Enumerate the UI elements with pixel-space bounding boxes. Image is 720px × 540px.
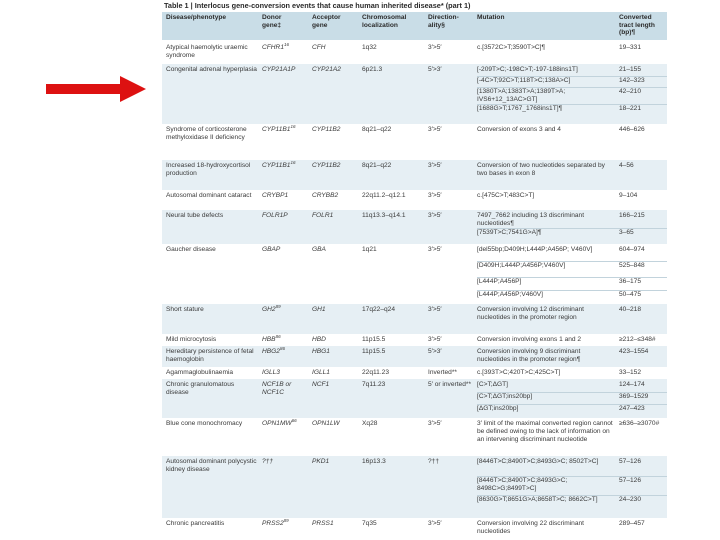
tract-length-entry: 57–126 [619, 458, 642, 465]
chromosomal-localization-cell: 17q22–q24 [362, 306, 396, 313]
mutation-entry: [1688G>T;1767_1768ins1T]¶ [477, 105, 563, 112]
directionality-cell: 3′>5′ [428, 162, 442, 169]
directionality-cell: 3′>5′ [428, 336, 442, 343]
tract-length-entry: 42–210 [619, 88, 642, 95]
chromosomal-localization-cell: 22q11.23 [362, 369, 390, 376]
mutation-entry: [7539T>C;7541G>A]¶ [477, 229, 542, 236]
mutation-entry: [D409H;L444P;A456P;V460V] [477, 262, 566, 269]
tract-length-cell [619, 381, 665, 417]
mutation-entry: [8446T>C;8490T>C;8493G>C; 8502T>C] [477, 458, 599, 465]
table-document [162, 0, 667, 540]
acceptor-gene-cell: IGLL1 [312, 369, 330, 376]
directionality-cell: 3′>5′ [428, 520, 442, 527]
donor-gene-cell: $PRSS2^{89}$ [262, 517, 289, 527]
tract-length-entry: 369–1529 [619, 393, 649, 400]
donor-gene-cell: HBB$^{86}$ [262, 333, 281, 343]
donor-gene-cell: CRYBP1 [262, 192, 289, 199]
table-row [162, 210, 667, 244]
directionality-cell: 5′>3′ [428, 348, 442, 355]
tract-length-cell [619, 336, 665, 345]
reference-superscript: 16 [290, 123, 296, 129]
tract-length-cell [619, 246, 665, 304]
tract-length-cell [619, 212, 665, 239]
mutation-entry: Conversion involving 9 discriminant nucleotides in the promoter region¶ [477, 348, 581, 363]
table-row [162, 64, 667, 124]
tract-length-entry: 24–230 [619, 496, 642, 503]
mutation-entry: Conversion of two nucleotides separated by two bases in exon 8 [477, 162, 605, 177]
tract-length-entry: 247–423 [619, 405, 645, 412]
mutation-entry: [-4C>T;92C>T;118T>C;138A>C] [477, 77, 571, 84]
tract-length-cell [619, 192, 665, 201]
reference-superscript: 16 [283, 41, 289, 47]
mutation-cell [477, 306, 615, 321]
acceptor-gene-cell: GBA [312, 246, 326, 253]
mutation-cell [477, 44, 615, 53]
tract-length-entry: 604–974 [619, 246, 645, 253]
reference-superscript: 86 [275, 333, 281, 339]
mutation-entry: [8630G>T;8651G>A;8658T>C; 8662C>T] [477, 496, 598, 503]
directionality-cell: 3′>5′ [428, 192, 442, 199]
mutation-entry: [C>T;ΔGT;ins20bp] [477, 393, 533, 400]
disease-cell: Congenital adrenal hyperplasia [166, 66, 257, 73]
acceptor-gene-cell: PRSS1 [312, 520, 334, 527]
table-row [162, 518, 667, 538]
tract-length-cell [619, 348, 665, 357]
tract-length-entry: 36–175 [619, 278, 642, 285]
mutation-entry: c.[393T>C;420T>C;425C>T] [477, 369, 561, 376]
mutation-cell [477, 420, 615, 443]
disease-cell: Autosomal dominant polycystic kidney disease [166, 458, 257, 473]
directionality-cell: 3′>5′ [428, 44, 442, 51]
directionality-cell: Inverted** [428, 369, 457, 376]
mutation-cell [477, 381, 615, 417]
reference-superscript: 66 [291, 417, 297, 423]
donor-gene-cell: FOLR1P [262, 212, 288, 219]
mutation-entry: [ΔGT;ins20bp] [477, 405, 519, 412]
mutation-cell [477, 162, 615, 177]
table-row [162, 418, 667, 456]
acceptor-gene-cell: OPN1LW [312, 420, 340, 427]
tract-length-entry: 50–475 [619, 291, 642, 298]
acceptor-gene-cell: CYP11B2 [312, 126, 341, 133]
table-title-text: Interlocus gene-conversion events that cause human inherited disease* (part 1) [194, 1, 471, 10]
header-tract-length: Converted tract length (bp)¶ [619, 14, 655, 37]
mutation-cell [477, 348, 615, 363]
tract-length-entry: 124–174 [619, 381, 645, 388]
tract-length-entry: 166–215 [619, 212, 645, 219]
tract-length-cell [619, 369, 665, 378]
table-row [162, 334, 667, 346]
table-row [162, 42, 667, 64]
donor-gene-cell: $CYP11B1^{16}$ [262, 123, 296, 133]
directionality-cell: 3′>5′ [428, 126, 442, 133]
mutation-entry: c.[475C>T;483C>T] [477, 192, 535, 199]
acceptor-gene-cell: HBG1 [312, 348, 330, 355]
tract-length-entry: 142–323 [619, 77, 645, 84]
chromosomal-localization-cell: 1q32 [362, 44, 377, 51]
tract-length-entry: 57–126 [619, 477, 642, 484]
donor-gene-cell: NCF1B or NCF1C [262, 381, 292, 396]
disease-cell: Neural tube defects [166, 212, 224, 219]
header-mutation: Mutation [477, 14, 505, 21]
chromosomal-localization-cell: 6p21.3 [362, 66, 383, 73]
disease-cell: Autosomal dominant cataract [166, 192, 252, 199]
chromosomal-localization-cell: 16p13.3 [362, 458, 386, 465]
donor-gene-cell: $HBG2^{86}$ [262, 345, 285, 355]
directionality-cell: ?†† [428, 458, 440, 465]
mutation-entry: [1380T>A;1383T>A;1389T>A; IVS6+12_13AC>GT] [477, 88, 566, 103]
table-row [162, 160, 667, 190]
table-row [162, 379, 667, 418]
mutation-entry: Conversion involving 22 discriminant nucleotides [477, 520, 585, 535]
tract-length-entry: 423–1554 [619, 348, 649, 355]
chromosomal-localization-cell: 8q21–q22 [362, 126, 392, 133]
mutation-cell [477, 66, 615, 115]
tract-length-cell [619, 162, 665, 171]
disease-cell: Hereditary persistence of fetal haemoglobin [166, 348, 254, 363]
table-row [162, 346, 667, 367]
tract-length-entry: ≥636–≥3070# [619, 420, 660, 427]
mutation-entry: Conversion involving exons 1 and 2 [477, 336, 582, 343]
table-row [162, 456, 667, 518]
chromosomal-localization-cell: 8q21–q22 [362, 162, 392, 169]
tract-length-entry: 525–848 [619, 262, 645, 269]
directionality-cell: 5′>3′ [428, 66, 442, 73]
mutation-cell [477, 126, 615, 135]
table-row [162, 190, 667, 210]
chromosomal-localization-cell: 11q13.3–q14.1 [362, 212, 406, 219]
tract-length-entry: 33–152 [619, 369, 642, 376]
table-title: Table 1 | Interlocus gene-conversion events that cause human inherited disease* (part 1) [164, 1, 471, 10]
chromosomal-localization-cell: 11p15.5 [362, 336, 386, 343]
mutation-entry: c.[3572C>T;3590T>C]¶ [477, 44, 546, 51]
header-directionality: Direction-ality§ [428, 14, 459, 29]
donor-gene-cell: CYP21A1P [262, 66, 296, 73]
tract-length-cell [619, 420, 665, 429]
acceptor-gene-cell: GH1 [312, 306, 326, 313]
disease-cell: Chronic pancreatitis [166, 520, 225, 527]
tract-length-entry: ≥212–≤348# [619, 336, 656, 343]
table-row [162, 304, 667, 334]
chromosomal-localization-cell: 11p15.5 [362, 348, 386, 355]
disease-cell: Mild microcytosis [166, 336, 217, 343]
mutation-entry: [-209T>C;-198C>T;-197-188ins1T] [477, 66, 578, 73]
donor-gene-cell: $CYP11B1^{16}$ [262, 159, 296, 169]
donor-gene-cell: OPN1MW$^{66}$ [262, 417, 297, 427]
chromosomal-localization-cell: 1q21 [362, 246, 377, 253]
tract-length-cell [619, 458, 665, 515]
mutation-entry: Conversion of exons 3 and 4 [477, 126, 561, 133]
donor-gene-cell: $CFHR1^{16}$ [262, 41, 289, 51]
header-acceptor: Acceptor gene [312, 14, 341, 29]
reference-superscript: 16 [290, 159, 296, 165]
acceptor-gene-cell: NCF1 [312, 381, 330, 388]
chromosomal-localization-cell: 7q11.23 [362, 381, 386, 388]
mutation-cell [477, 246, 615, 304]
tract-length-entry: 289–457 [619, 520, 645, 527]
disease-cell: Atypical haemolytic uraemic syndrome [166, 44, 248, 59]
chromosomal-localization-cell: 22q11.2–q12.1 [362, 192, 406, 199]
mutation-cell [477, 336, 615, 345]
acceptor-gene-cell: CFH [312, 44, 326, 51]
reference-superscript: 89 [275, 303, 281, 309]
disease-cell: Short stature [166, 306, 204, 313]
tract-length-entry: 21–155 [619, 66, 642, 73]
tract-length-cell [619, 306, 665, 315]
mutation-entry: [8446T>C;8490T>C;8493G>C; 8498C>G;8499T>C] [477, 477, 568, 492]
tract-length-entry: 18–221 [619, 105, 642, 112]
disease-cell: Gaucher disease [166, 246, 216, 253]
tract-length-cell [619, 66, 665, 115]
table-row [162, 124, 667, 160]
disease-cell: Syndrome of corticosterone methyloxidase II deficiency [166, 126, 247, 141]
acceptor-gene-cell: CYP21A2 [312, 66, 341, 73]
mutation-entry: [del55bp;D409H;L444P;A456P; V460V] [477, 246, 593, 253]
tract-length-entry: 40–218 [619, 306, 642, 313]
mutation-entry: [L444P;A456P;V460V] [477, 291, 543, 298]
donor-gene-cell: GBAP [262, 246, 281, 253]
directionality-cell: 3′>5′ [428, 420, 442, 427]
tract-length-cell [619, 126, 665, 135]
acceptor-gene-cell: CYP11B2 [312, 162, 341, 169]
acceptor-gene-cell: FOLR1 [312, 212, 334, 219]
red-arrow-icon [46, 76, 146, 102]
directionality-cell: 3′>5′ [428, 246, 442, 253]
table-number: Table 1 [164, 1, 189, 10]
acceptor-gene-cell: CRYBB2 [312, 192, 339, 199]
table-row [162, 244, 667, 304]
reference-superscript: 89 [283, 517, 289, 523]
mutation-entry: 7497_7662 including 13 discriminant nucleotides¶ [477, 212, 585, 227]
mutation-entry: 3′ limit of the maximal converted region cannot be defined owing to the lack of information on an intervening discriminant nucleotide [477, 420, 613, 443]
header-donor: Donor gene‡ [262, 14, 282, 29]
donor-gene-cell: ?†† [262, 458, 274, 465]
mutation-entry: [C>T;ΔGT] [477, 381, 508, 388]
chromosomal-localization-cell: Xq28 [362, 420, 378, 427]
donor-gene-cell: IGLL3 [262, 369, 280, 376]
directionality-cell: 5′ or inverted** [428, 381, 472, 388]
acceptor-gene-cell: PKD1 [312, 458, 330, 465]
disease-cell: Chronic granulomatous disease [166, 381, 235, 396]
tract-length-cell [619, 44, 665, 53]
tract-length-entry: 19–331 [619, 44, 642, 51]
mutation-entry: [L444P;A456P] [477, 278, 522, 285]
mutation-cell [477, 520, 615, 535]
mutation-cell [477, 192, 615, 201]
mutation-cell [477, 369, 615, 378]
chromosomal-localization-cell: 7q35 [362, 520, 377, 527]
header-chromosomal: Chromosomal localization [362, 14, 407, 29]
disease-cell: Increased 18-hydroxycortisol production [166, 162, 251, 177]
mutation-entry: Conversion involving 12 discriminant nucleotides in the promoter region [477, 306, 585, 321]
donor-gene-cell: $GH2^{89}$ [262, 303, 281, 313]
tract-length-entry: 3–65 [619, 229, 634, 236]
tract-length-entry: 446–626 [619, 126, 645, 133]
acceptor-gene-cell: HBD [312, 336, 326, 343]
disease-cell: Blue cone monochromacy [166, 420, 243, 427]
directionality-cell: 3′>5′ [428, 306, 442, 313]
table-row [162, 367, 667, 379]
disease-cell: Agammaglobulinaemia [166, 369, 234, 376]
tract-length-cell [619, 520, 665, 529]
directionality-cell: 3′>5′ [428, 212, 442, 219]
reference-superscript: 86 [279, 345, 285, 351]
mutation-cell [477, 458, 615, 515]
mutation-cell [477, 212, 615, 239]
tract-length-entry: 4–56 [619, 162, 634, 169]
header-disease: Disease/phenotype [166, 14, 227, 21]
tract-length-entry: 9–104 [619, 192, 638, 199]
